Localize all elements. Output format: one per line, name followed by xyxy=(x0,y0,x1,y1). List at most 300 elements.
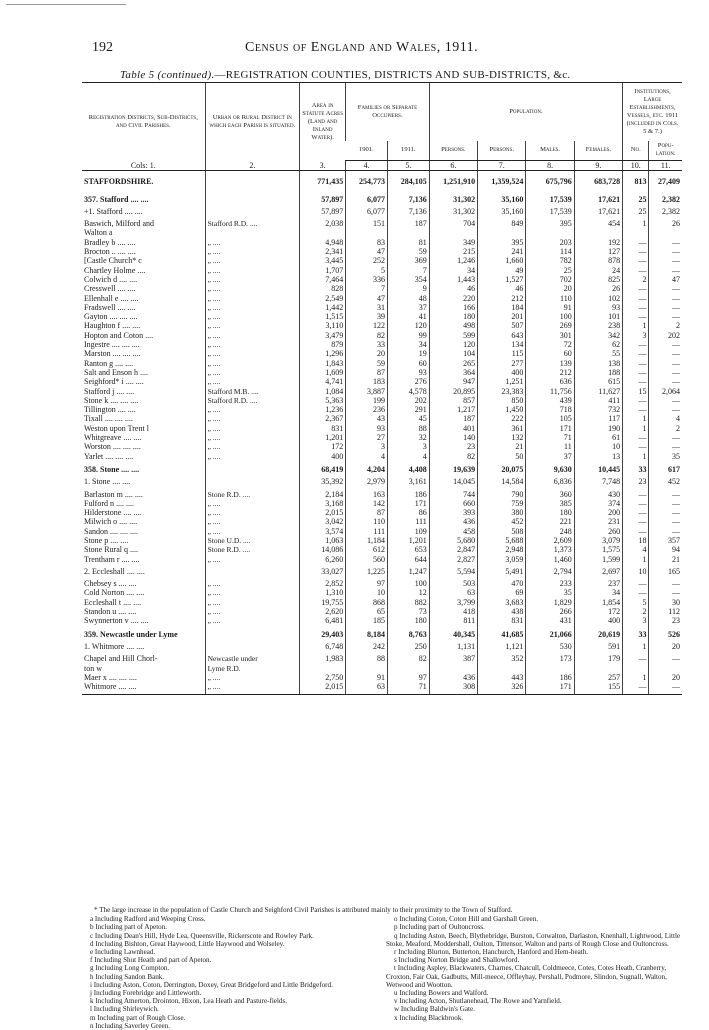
cell-value: 1,843 xyxy=(300,359,346,368)
cell-value: 190 xyxy=(574,424,622,433)
cell-value: 18 xyxy=(623,536,649,545)
cell-value: 2,750 xyxy=(300,673,346,682)
cell-value: 879 xyxy=(300,340,346,349)
cell-value: 222 xyxy=(478,414,526,423)
cell-name: Swynnerton v .... .... xyxy=(84,616,149,626)
cell-value: 200 xyxy=(574,508,622,517)
cell-value: 115 xyxy=(478,349,526,358)
cell-value: 112 xyxy=(649,607,682,616)
cell-district-type: „ .... xyxy=(205,682,300,695)
cell-district-type: „ .... xyxy=(205,340,300,349)
cell-name: Marston .... .... .... xyxy=(84,349,141,359)
cell-value: 26 xyxy=(574,284,622,293)
table-row xyxy=(82,275,682,284)
cell-value: 1,460 xyxy=(526,555,574,564)
cell-district-type: „ .... xyxy=(205,673,300,682)
table-row xyxy=(82,396,682,405)
cell-value: 790 xyxy=(478,490,526,499)
cell-value: 140 xyxy=(429,433,477,442)
cell-name: Sandon .... .... .... xyxy=(84,526,138,536)
cell-value: — xyxy=(649,527,682,536)
cell-value: 45 xyxy=(387,414,429,423)
cell-value: 248 xyxy=(526,527,574,536)
table-row xyxy=(82,499,682,508)
cell-value: 1,599 xyxy=(574,555,622,564)
cell-value: 231 xyxy=(574,517,622,526)
cell-value: 1,515 xyxy=(300,312,346,321)
cell-value xyxy=(649,228,682,237)
cell-value: 31,302 xyxy=(429,191,477,204)
cell-value: — xyxy=(623,508,649,517)
cell-name: Chebsey s .... .... xyxy=(84,579,137,589)
cell-value: 21 xyxy=(649,555,682,564)
cell-name: STAFFORDSHIRE. xyxy=(84,177,154,187)
table-row xyxy=(82,284,682,293)
cell-value: 236 xyxy=(346,405,388,414)
cell-value: 1,201 xyxy=(387,536,429,545)
table-row xyxy=(82,555,682,564)
table-row xyxy=(82,508,682,517)
cell-value: 530 xyxy=(526,639,574,654)
cell-district-type: Stone U.D. .... xyxy=(205,536,300,545)
cell-district-type: „ .... xyxy=(205,359,300,368)
cell-value: 10,445 xyxy=(574,461,622,474)
cell-value: 27 xyxy=(346,433,388,442)
cell-value: 2 xyxy=(649,321,682,330)
cell-value: 14,086 xyxy=(300,545,346,554)
cell-value: 438 xyxy=(478,607,526,616)
cell-value: — xyxy=(623,527,649,536)
cell-value: — xyxy=(649,442,682,451)
cell-value: 139 xyxy=(526,359,574,368)
col-header-inst-no: No. xyxy=(623,141,649,161)
cell-value: 7,136 xyxy=(387,204,429,219)
cell-value: 369 xyxy=(387,256,429,265)
cell-value: — xyxy=(649,396,682,405)
cell-value: 17,539 xyxy=(526,204,574,219)
table-row xyxy=(82,452,682,461)
cell-value: 31,302 xyxy=(429,204,477,219)
col-number: 9. xyxy=(574,161,622,171)
cell-value: 171 xyxy=(526,682,574,695)
cell-value: — xyxy=(649,682,682,695)
cell-value: 93 xyxy=(346,424,388,433)
cell-value: 5,680 xyxy=(429,536,477,545)
cell-value: 507 xyxy=(478,321,526,330)
cell-value: 5,491 xyxy=(478,564,526,579)
cell-value: 97 xyxy=(387,673,429,682)
cell-value: 26 xyxy=(649,219,682,228)
cell-name: 1. Stone .... .... xyxy=(84,477,131,487)
cell-value xyxy=(387,228,429,237)
cell-value: 59 xyxy=(346,359,388,368)
cell-value: 301 xyxy=(526,331,574,340)
cell-value: 100 xyxy=(526,312,574,321)
cell-district-type: „ .... xyxy=(205,405,300,414)
table-row xyxy=(82,579,682,588)
running-title: Census of England and Wales, 1911. xyxy=(245,40,479,55)
cell-name: Brocton .. .... .... xyxy=(84,247,136,257)
cell-value: 81 xyxy=(387,238,429,247)
cell-value: 212 xyxy=(526,368,574,377)
cell-value: 163 xyxy=(346,490,388,499)
cell-value: 187 xyxy=(429,414,477,423)
footnote-item: x Including Blackbrook. xyxy=(394,1013,464,1022)
cell-value: 395 xyxy=(478,238,526,247)
cell-value: 233 xyxy=(526,579,574,588)
cell-value: 704 xyxy=(429,219,477,228)
cell-value: 237 xyxy=(574,579,622,588)
cell-value: 186 xyxy=(387,490,429,499)
cell-value: 6,260 xyxy=(300,555,346,564)
cell-value: 3,168 xyxy=(300,499,346,508)
cell-value: 393 xyxy=(429,508,477,517)
cell-district-type xyxy=(205,228,300,237)
cell-value: 354 xyxy=(387,275,429,284)
table-row xyxy=(82,303,682,312)
cell-value xyxy=(526,664,574,673)
top-rule xyxy=(6,4,126,5)
table-row xyxy=(82,517,682,526)
col-header-inst-pop: Popu-lation. xyxy=(649,141,682,161)
col-header-males: Males. xyxy=(526,141,574,161)
cell-value: 1,063 xyxy=(300,536,346,545)
cell-value: 1 xyxy=(623,321,649,330)
cell-district-type: Stone R.D. .... xyxy=(205,545,300,554)
cell-value: 33 xyxy=(623,461,649,474)
cell-value: 2 xyxy=(649,424,682,433)
cell-value: 1,527 xyxy=(478,275,526,284)
col-header-area: Area in Statute Acres (Land and Inland Water). xyxy=(300,83,346,161)
col-header-district: Registration Districts, Sub-Districts, and Civil Parishes. xyxy=(82,83,205,161)
cell-value: 20 xyxy=(346,349,388,358)
cell-value: — xyxy=(623,359,649,368)
cell-value: 69 xyxy=(478,588,526,597)
cell-value: 82 xyxy=(346,331,388,340)
cell-value: 1,609 xyxy=(300,368,346,377)
cell-district-type: „ .... xyxy=(205,579,300,588)
cell-value: — xyxy=(649,499,682,508)
cell-value: 25 xyxy=(623,204,649,219)
cell-value: 1 xyxy=(623,639,649,654)
cell-name: Colwich d .... .... xyxy=(84,274,138,284)
cell-value: 132 xyxy=(478,433,526,442)
cell-value: 265 xyxy=(429,359,477,368)
cell-district-type: „ .... xyxy=(205,555,300,564)
cell-value: 401 xyxy=(429,424,477,433)
cell-value: 400 xyxy=(574,616,622,625)
cell-value: 2,382 xyxy=(649,191,682,204)
footnote-item: m Including part of Rough Close. xyxy=(90,1013,186,1022)
cell-value: 17,621 xyxy=(574,191,622,204)
table-row xyxy=(82,654,682,663)
cell-name: Fradswell .... .... xyxy=(84,302,136,312)
cell-value: 172 xyxy=(300,442,346,451)
cell-value: — xyxy=(623,266,649,275)
cell-value: 87 xyxy=(346,368,388,377)
cell-value: 215 xyxy=(429,247,477,256)
cell-name: Hilderstone .... .... xyxy=(84,508,142,518)
cell-name: Weston upon Trent l xyxy=(84,423,149,433)
cell-value: 11 xyxy=(526,442,574,451)
cell-value: 2,609 xyxy=(526,536,574,545)
cell-value: 19,639 xyxy=(429,461,477,474)
cell-value: 831 xyxy=(478,616,526,625)
cell-name: Tillington .... .... xyxy=(84,405,136,415)
cell-value: 2,620 xyxy=(300,607,346,616)
cell-value: 6,748 xyxy=(300,639,346,654)
cell-value: 5 xyxy=(346,266,388,275)
cell-value: — xyxy=(623,405,649,414)
cell-value xyxy=(478,664,526,673)
cell-value: — xyxy=(649,294,682,303)
cell-value: 184 xyxy=(478,303,526,312)
cell-district-type: „ .... xyxy=(205,303,300,312)
cell-value: 93 xyxy=(574,303,622,312)
cell-name: Chartley Holme .... xyxy=(84,265,146,275)
cell-name: Walton a xyxy=(84,228,113,238)
cell-value xyxy=(300,664,346,673)
table-row xyxy=(82,607,682,616)
cell-district-type: „ .... xyxy=(205,321,300,330)
cell-value: 308 xyxy=(429,682,477,695)
cell-value: 10 xyxy=(623,564,649,579)
table-row xyxy=(82,545,682,554)
cell-value: 436 xyxy=(429,673,477,682)
cell-value: — xyxy=(649,349,682,358)
table-row xyxy=(82,405,682,414)
cell-value: 31 xyxy=(346,303,388,312)
cell-value: 2,382 xyxy=(649,204,682,219)
cell-name: Whitmore .... .... xyxy=(82,682,205,695)
cell-name: [Castle Church* c xyxy=(84,256,142,266)
cell-name: 359. Newcastle under Lyme xyxy=(84,629,178,639)
cell-value: 199 xyxy=(346,396,388,405)
table-row xyxy=(82,490,682,499)
footnote-item: c Including Dean's Hill, Hyde Lea, Queensville, Rickerscote and Rowley Park. xyxy=(90,931,314,940)
cell-value: 63 xyxy=(346,682,388,695)
cell-value xyxy=(429,664,477,673)
cell-name: Maer x .... .... .... xyxy=(84,672,137,682)
cell-value: 102 xyxy=(574,294,622,303)
cell-value: 857 xyxy=(429,396,477,405)
cell-value: 68,419 xyxy=(300,461,346,474)
cell-value: — xyxy=(649,256,682,265)
cell-value: 503 xyxy=(429,579,477,588)
cell-value: 63 xyxy=(429,588,477,597)
cell-value: 395 xyxy=(526,219,574,228)
footnote-item: o Including Coton, Coton Hill and Garshall Green. xyxy=(394,915,539,924)
cell-value xyxy=(623,664,649,673)
cell-value: 1,660 xyxy=(478,256,526,265)
cell-value: 2,038 xyxy=(300,219,346,228)
cell-value: 220 xyxy=(429,294,477,303)
cell-district-type: „ .... xyxy=(205,442,300,451)
cell-value: 180 xyxy=(387,616,429,625)
cell-name: Ranton g .... .... xyxy=(84,358,134,368)
cell-name: Cold Norton .... .... xyxy=(84,588,145,598)
cell-value: 10 xyxy=(346,588,388,597)
cell-district-type: „ .... xyxy=(205,294,300,303)
cell-value: 23 xyxy=(429,442,477,451)
cell-value: 17,539 xyxy=(526,191,574,204)
footnote-item: b Including part of Apeton. xyxy=(90,923,168,932)
cell-value: 9,630 xyxy=(526,461,574,474)
cell-value: 2,549 xyxy=(300,294,346,303)
cell-value: 33 xyxy=(346,340,388,349)
cell-value: — xyxy=(623,490,649,499)
cell-value: 5,363 xyxy=(300,396,346,405)
cell-value: — xyxy=(649,517,682,526)
cell-value: — xyxy=(623,349,649,358)
cell-value: — xyxy=(623,579,649,588)
cell-value: 192 xyxy=(574,238,622,247)
footnote-item: j Including Forebridge and Littleworth. xyxy=(90,989,202,998)
cell-value: 2,015 xyxy=(300,508,346,517)
col-header-institutions: Institutions, Large Establishments, Vessels, etc. 1911 (included in Cols. 5 & 7.) xyxy=(623,83,682,141)
col-number: 11. xyxy=(649,161,682,171)
cell-value: 166 xyxy=(429,303,477,312)
cell-value: — xyxy=(623,256,649,265)
cell-value: 1,121 xyxy=(478,639,526,654)
cell-value: 5 xyxy=(623,598,649,607)
cell-value: 470 xyxy=(478,579,526,588)
cell-value: 284,105 xyxy=(387,171,429,191)
cell-value: — xyxy=(649,433,682,442)
footnote-item: h Including Sandon Bank. xyxy=(90,972,165,981)
cell-value: 201 xyxy=(478,312,526,321)
cell-value: 326 xyxy=(478,682,526,695)
cell-value: 47 xyxy=(649,275,682,284)
cell-district-type xyxy=(205,474,300,489)
cell-value: — xyxy=(623,238,649,247)
col-number: 2. xyxy=(205,161,300,171)
cell-value: 3,445 xyxy=(300,256,346,265)
col-number: Cols: 1. xyxy=(82,161,205,171)
table-title-rest: —REGISTRATION COUNTIES, DISTRICTS AND SUB-DISTRICTS, &c. xyxy=(214,69,571,81)
cell-value: 1 xyxy=(623,452,649,461)
cell-value: — xyxy=(649,312,682,321)
cell-value: 254,773 xyxy=(346,171,388,191)
cell-name: Fulford n .... .... xyxy=(84,498,134,508)
footnote-item: i Including Aston, Coton, Derrington, Doxey, Great Bridgeford and Little Bridgeford. xyxy=(90,980,333,989)
cell-value: 782 xyxy=(526,256,574,265)
cell-value: 683,728 xyxy=(574,171,622,191)
cell-value: 1,201 xyxy=(300,433,346,442)
cell-value: 3 xyxy=(623,616,649,625)
cell-value: 4,741 xyxy=(300,377,346,386)
cell-name: Ellenhall e .... .... xyxy=(84,293,139,303)
cell-value: 1,854 xyxy=(574,598,622,607)
cell-value: 3,574 xyxy=(300,527,346,536)
cell-value: 100 xyxy=(387,579,429,588)
cell-district-type: „ .... xyxy=(205,452,300,461)
cell-value: 2,847 xyxy=(429,545,477,554)
cell-value: 179 xyxy=(574,654,622,663)
cell-value: 1,575 xyxy=(574,545,622,554)
cell-value: 2,064 xyxy=(649,387,682,396)
cell-district-type: „ .... xyxy=(205,527,300,536)
cell-value: 187 xyxy=(387,219,429,228)
cell-value: — xyxy=(623,377,649,386)
cell-name: 358. Stone .... .... xyxy=(84,464,140,474)
cell-value: 813 xyxy=(623,171,649,191)
footnote-item: d Including Bishton, Great Haywood, Little Haywood and Wolseley. xyxy=(90,939,285,948)
footnotes-right-column xyxy=(386,915,682,1030)
cell-district-type xyxy=(205,461,300,474)
cell-value: 88 xyxy=(387,424,429,433)
cell-value: 6,836 xyxy=(526,474,574,489)
cell-value: — xyxy=(623,247,649,256)
table-row xyxy=(82,238,682,247)
column-numbers-row xyxy=(82,161,682,171)
cell-value: 33,027 xyxy=(300,564,346,579)
cell-value: 15 xyxy=(623,387,649,396)
cell-value: 1,246 xyxy=(429,256,477,265)
cell-value: 171 xyxy=(526,424,574,433)
cell-value: 30 xyxy=(649,598,682,607)
cell-value: — xyxy=(623,499,649,508)
cell-value: 173 xyxy=(526,654,574,663)
cell-value: — xyxy=(623,303,649,312)
cell-value: 183 xyxy=(346,377,388,386)
cell-value: 599 xyxy=(429,331,477,340)
cell-value: 20,075 xyxy=(478,461,526,474)
col-header-females: Females. xyxy=(574,141,622,161)
table-row xyxy=(82,359,682,368)
cell-value: 3 xyxy=(387,442,429,451)
cell-value: — xyxy=(649,247,682,256)
cell-value: 498 xyxy=(429,321,477,330)
footnote-item: k Including Amerton, Drointon, Hixon, Lea Heath and Pasture-fields. xyxy=(90,997,288,1006)
district-row xyxy=(82,191,682,204)
cell-value: 526 xyxy=(649,626,682,639)
cell-name: Eccleshall t .... .... xyxy=(84,597,142,607)
cell-value: 29,403 xyxy=(300,626,346,639)
cell-value: 260 xyxy=(574,527,622,536)
cell-value: 19,755 xyxy=(300,598,346,607)
table-row xyxy=(82,256,682,265)
cell-value: — xyxy=(649,368,682,377)
cell-value: 13 xyxy=(574,452,622,461)
cell-value: — xyxy=(649,508,682,517)
cell-value: 171 xyxy=(387,499,429,508)
table-row xyxy=(82,387,682,396)
table-row xyxy=(82,598,682,607)
cell-value: 39 xyxy=(346,312,388,321)
cell-value: 1,450 xyxy=(478,405,526,414)
cell-district-type: „ .... xyxy=(205,312,300,321)
cell-value: 400 xyxy=(478,368,526,377)
cell-value: 17,621 xyxy=(574,204,622,219)
col-number: 8. xyxy=(526,161,574,171)
footnote-item: l Including Shirleywich. xyxy=(90,1005,159,1014)
cell-value: 385 xyxy=(526,499,574,508)
cell-value: 35 xyxy=(526,588,574,597)
cell-value: 41,685 xyxy=(478,626,526,639)
cell-value: 27,409 xyxy=(649,171,682,191)
cell-value: 291 xyxy=(387,405,429,414)
table-row xyxy=(82,588,682,597)
cell-value: 560 xyxy=(346,555,388,564)
cell-value: 60 xyxy=(526,349,574,358)
cell-value: 34 xyxy=(387,340,429,349)
cell-value: 2,697 xyxy=(574,564,622,579)
cell-value: 48 xyxy=(387,294,429,303)
cell-value: 452 xyxy=(649,474,682,489)
footnotes-left-column xyxy=(82,915,378,1030)
col-number: 7. xyxy=(478,161,526,171)
